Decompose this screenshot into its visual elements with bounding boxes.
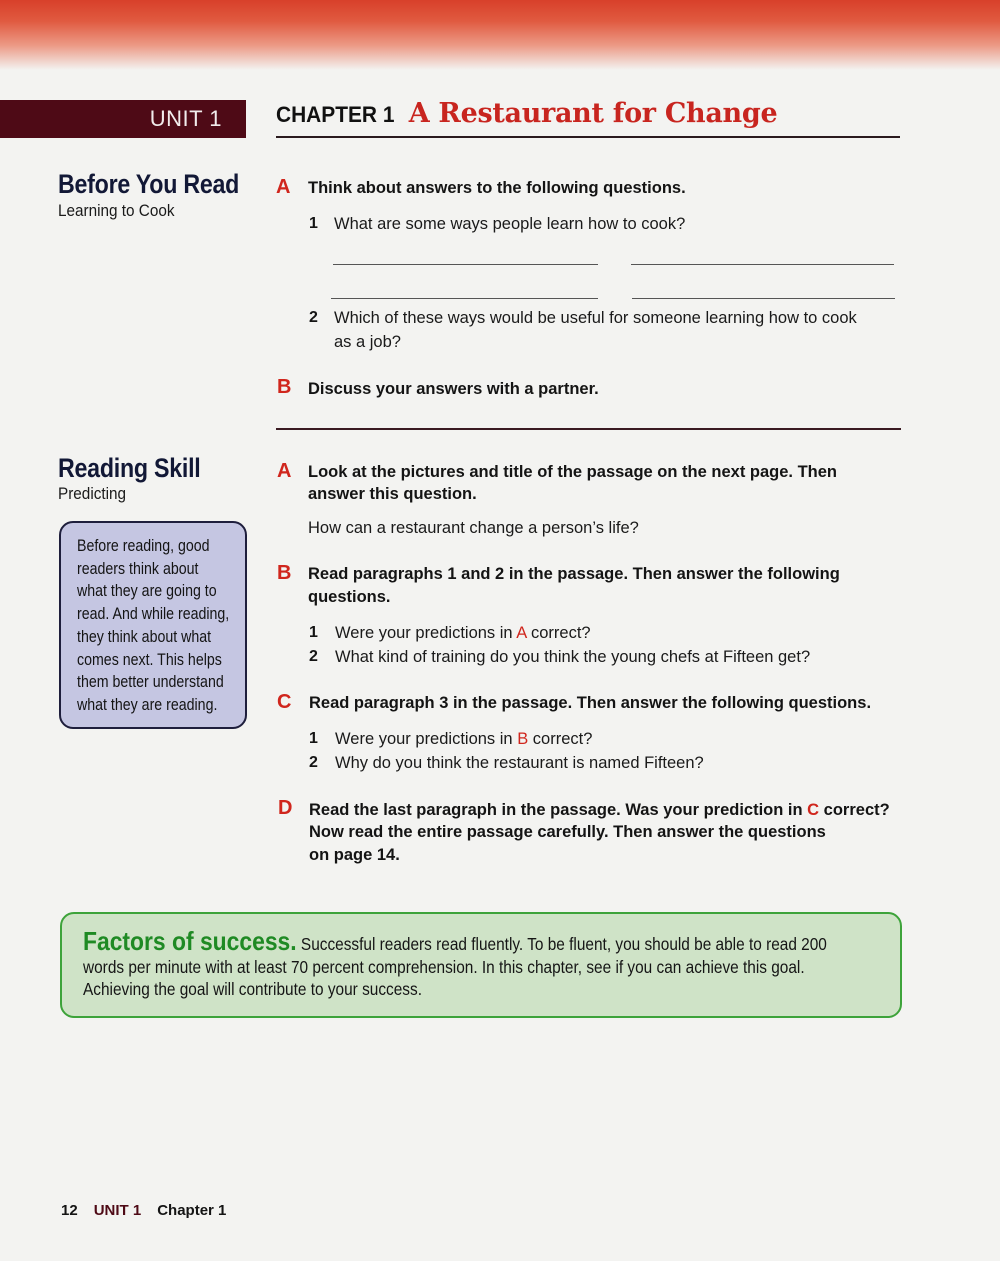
success-line: words per minute with at least 70 percent comprehension. In this chapter, see if you can achieve this goal.: [83, 956, 805, 977]
footer-chapter: Chapter 1: [157, 1202, 227, 1219]
top-color-band: [0, 0, 1000, 70]
reading-skill-tip-box: [59, 521, 247, 729]
instruction-d-continued: on page 14.: [309, 846, 400, 864]
tip-line: they think about what: [77, 627, 212, 646]
section-letter-c: C: [277, 691, 292, 713]
question-text: [335, 621, 591, 645]
tip-line: readers think about: [77, 559, 199, 578]
footer-unit: UNIT 1: [93, 1202, 142, 1219]
section-letter-b: B: [277, 562, 292, 584]
tip-line: what they are going to: [77, 582, 217, 601]
instruction-c: Read paragraph 3 in the passage. Then answer the following questions.: [309, 694, 872, 712]
question-text-part: Were your predictions in: [335, 730, 518, 748]
success-line: Achieving the goal will contribute to your success.: [83, 979, 422, 999]
tip-line: Before reading, good: [77, 537, 210, 555]
section-letter-b: B: [277, 376, 292, 398]
question-text-part: correct?: [526, 624, 591, 642]
unit-tab: UNIT 1: [0, 100, 246, 138]
instruction-d-continued: Now read the entire passage carefully. Then answer the questions: [309, 823, 826, 841]
question-text-part: correct?: [528, 730, 593, 748]
chapter-title: A Restaurant for Change: [408, 98, 778, 129]
question-text: Why do you think the restaurant is named Fifteen?: [335, 754, 704, 772]
chapter-heading: [276, 98, 900, 138]
question-number: 1: [309, 215, 318, 232]
chapter-label: CHAPTER 1: [276, 102, 395, 127]
before-you-read-subtitle: Learning to Cook: [58, 201, 175, 220]
question-text: What are some ways people learn how to cook?: [334, 215, 686, 233]
answer-line[interactable]: [333, 264, 598, 265]
instruction-text-part: correct?: [819, 801, 890, 819]
page-number: 12: [61, 1202, 78, 1219]
before-you-read-title: Before You Read: [58, 169, 240, 199]
success-text: Successful readers read fluently. To be fluent, you should be able to read 200: [296, 934, 827, 954]
question-text-part: Were your predictions in: [335, 624, 517, 642]
instruction-text-part: Read the last paragraph in the passage. Was your prediction in: [309, 801, 808, 819]
question-text: Which of these ways would be useful for someone learning how to cook: [334, 309, 857, 327]
section-letter-a: A: [277, 460, 292, 482]
reading-skill-title: Reading Skill: [58, 453, 201, 483]
question-text: How can a restaurant change a person’s life?: [308, 519, 639, 537]
question-number: 2: [309, 309, 318, 326]
tip-line: read. And while reading,: [77, 605, 230, 624]
question-number: 1: [309, 730, 318, 747]
answer-line[interactable]: [631, 264, 894, 265]
tip-line: comes next. This helps: [77, 650, 222, 669]
tip-line: what they are reading.: [77, 695, 218, 714]
instruction-a: Look at the pictures and title of the passage on the next page. Then: [308, 463, 837, 481]
factors-of-success-box: [60, 912, 902, 1018]
instruction-b-continued: questions.: [308, 588, 391, 606]
instruction-d: [309, 799, 890, 822]
instruction-a: Think about answers to the following questions.: [308, 179, 686, 197]
question-number: 2: [309, 648, 318, 665]
reading-skill-subtitle: Predicting: [58, 484, 127, 503]
section-letter-d: D: [278, 797, 293, 819]
section-divider: [276, 428, 901, 430]
section-letter-a: A: [276, 176, 291, 198]
success-line: [83, 926, 893, 956]
question-text-continued: as a job?: [334, 333, 401, 351]
instruction-a-continued: answer this question.: [308, 485, 477, 503]
section-reference: C: [807, 801, 820, 819]
answer-line[interactable]: [331, 298, 598, 299]
instruction-b: Read paragraphs 1 and 2 in the passage. Then answer the following: [308, 565, 840, 583]
page-footer: [61, 1202, 226, 1219]
section-reference: B: [517, 730, 529, 748]
instruction-b: Discuss your answers with a partner.: [308, 380, 599, 398]
success-title: Factors of success.: [83, 926, 297, 956]
question-text: [335, 727, 592, 751]
answer-line[interactable]: [632, 298, 895, 299]
tip-line: them better understand: [77, 673, 224, 692]
question-number: 1: [309, 624, 318, 641]
question-text: What kind of training do you think the young chefs at Fifteen get?: [335, 648, 811, 666]
question-number: 2: [309, 754, 318, 771]
section-reference: A: [516, 624, 527, 642]
